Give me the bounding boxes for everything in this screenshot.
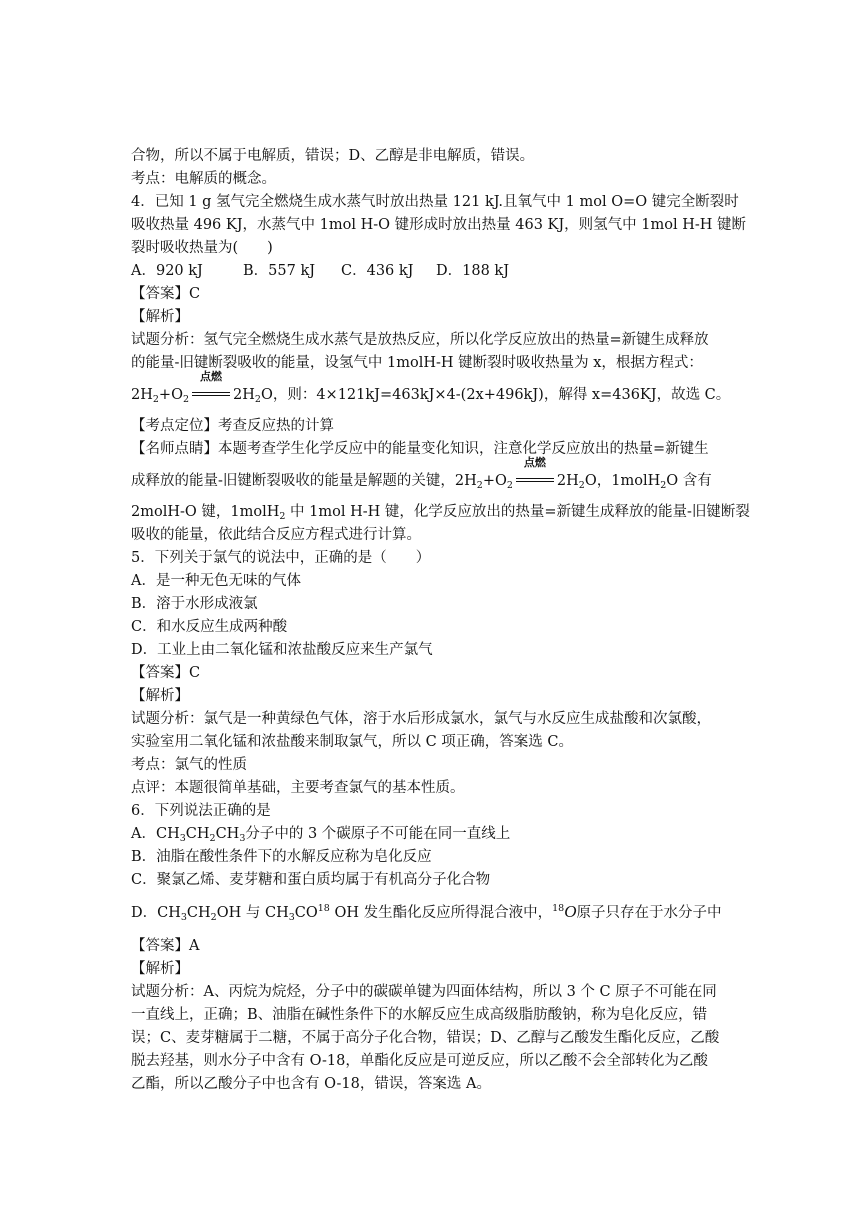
option-d: D．工业上由二氧化锰和浓盐酸反应来生产氯气 xyxy=(131,642,433,658)
option-c: C．436 kJ xyxy=(341,263,414,279)
analysis-label: 【解析】 xyxy=(131,688,189,704)
question-4-line: 4．已知 1 g 氢气完全燃烧生成水蒸气时放出热量 121 kJ.且氧气中 1 mol O=O 键完全断裂时 xyxy=(131,194,739,210)
key-point: 考点：氯气的性质 xyxy=(131,757,247,773)
teacher-note-line: 成释放的能量-旧键断裂吸收的能量是解题的关键，$2H_2+O_2$ 点燃 $2H_2O$，1molH$_2$O 含有 xyxy=(131,456,712,491)
key-point: 【考点定位】考查反应热的计算 xyxy=(131,418,334,434)
document-body xyxy=(131,145,750,1096)
analysis-line: 试题分析：氢气完全燃烧生成水蒸气是放热反应，所以化学反应放出的热量=新键生成释放 xyxy=(131,332,709,348)
reaction-arrow xyxy=(514,456,556,486)
option-d: D．188 kJ xyxy=(436,263,510,279)
option-a: A．920 kJ xyxy=(131,263,203,279)
option-b: B．557 kJ xyxy=(243,263,316,279)
analysis-label: 【解析】 xyxy=(131,961,189,977)
teacher-note-line: 2molH-O 键，1molH$_2$ 中 1mol H-H 键，化学反应放出的热量=新键生成释放的能量-旧键断裂 xyxy=(131,504,750,522)
analysis-line: 实验室用二氧化锰和浓盐酸来制取氯气，所以 C 项正确，答案选 C。 xyxy=(131,734,574,750)
reaction-condition: 点燃 xyxy=(523,456,546,469)
option-b: B．溶于水形成液氯 xyxy=(131,596,258,612)
analysis-line: 试题分析：A、丙烷为烷烃，分子中的碳碳单键为四面体结构，所以 3 个 C 原子不可能在同 xyxy=(131,984,717,1000)
option-c: C．聚氯乙烯、麦芽糖和蛋白质均属于有机高分子化合物 xyxy=(131,872,491,888)
option-d: D．$CH_3CH_2OH$ 与 $CH_3CO^{18}$ OH 发生酯化反应所得混合液中，$^{18}$O原子只存在于水分子中 xyxy=(131,902,722,923)
equation-line: $2H_2+O_2$ 点燃 $2H_2O$，则：4×121kJ=463kJ×4-(2x+496kJ)，解得 x=436KJ，故选 C。 xyxy=(131,370,731,405)
reaction-arrow xyxy=(190,370,232,400)
question-5: 5．下列关于氯气的说法中，正确的是（ ） xyxy=(131,550,431,566)
teacher-note-line: 【名师点睛】本题考查学生化学反应中的能量变化知识，注意化学反应放出的热量=新键生 xyxy=(131,441,709,457)
option-a: A．是一种无色无味的气体 xyxy=(131,573,301,589)
analysis-line: 试题分析：氯气是一种黄绿色气体，溶于水后形成氯水，氯气与水反应生成盐酸和次氯酸， xyxy=(131,711,711,727)
question-4-line: 吸收热量 496 KJ，水蒸气中 1mol H-O 键形成时放出热量 463 KJ，则氢气中 1mol H-H 键断 xyxy=(131,217,747,233)
answer-label: 【答案】C xyxy=(131,286,201,302)
analysis-line: 乙酯，所以乙酸分子中也含有 O-18，错误，答案选 A。 xyxy=(131,1076,491,1092)
answer-label: 【答案】A xyxy=(131,938,200,954)
question-4-line: 裂时吸收热量为( ) xyxy=(131,240,273,256)
question-4-options xyxy=(131,260,731,283)
analysis-line: 误；C、麦芽糖属于二糖，不属于高分子化合物，错误；D、乙醇与乙酸发生酯化反应，乙酸 xyxy=(131,1030,720,1046)
answer-label: 【答案】C xyxy=(131,665,201,681)
teacher-note-line: 吸收的能量，依此结合反应方程式进行计算。 xyxy=(131,527,421,543)
analysis-line: 的能量-旧键断裂吸收的能量，设氢气中 1molH-H 键断裂时吸收热量为 x，根据方程式： xyxy=(131,355,703,371)
question-6: 6．下列说法正确的是 xyxy=(131,803,271,819)
option-c: C．和水反应生成两种酸 xyxy=(131,619,288,635)
option-a: A．$CH_3CH_2CH_3$分子中的 3 个碳原子不可能在同一直线上 xyxy=(131,826,511,844)
analysis-line: 一直线上，正确；B、油脂在碱性条件下的水解反应生成高级脂肪酸钠，称为皂化反应，错 xyxy=(131,1007,708,1023)
analysis-label: 【解析】 xyxy=(131,309,189,325)
text-line: 考点：电解质的概念。 xyxy=(131,171,276,187)
option-b: B．油脂在酸性条件下的水解反应称为皂化反应 xyxy=(131,849,432,865)
comment-line: 点评：本题很简单基础，主要考查氯气的基本性质。 xyxy=(131,780,465,796)
reaction-condition: 点燃 xyxy=(200,370,223,383)
analysis-line: 脱去羟基，则水分子中含有 O-18，单酯化反应是可逆反应，所以乙酸不会全部转化为乙酸 xyxy=(131,1053,708,1069)
text-line: 合物，所以不属于电解质，错误；D、乙醇是非电解质，错误。 xyxy=(131,148,535,164)
